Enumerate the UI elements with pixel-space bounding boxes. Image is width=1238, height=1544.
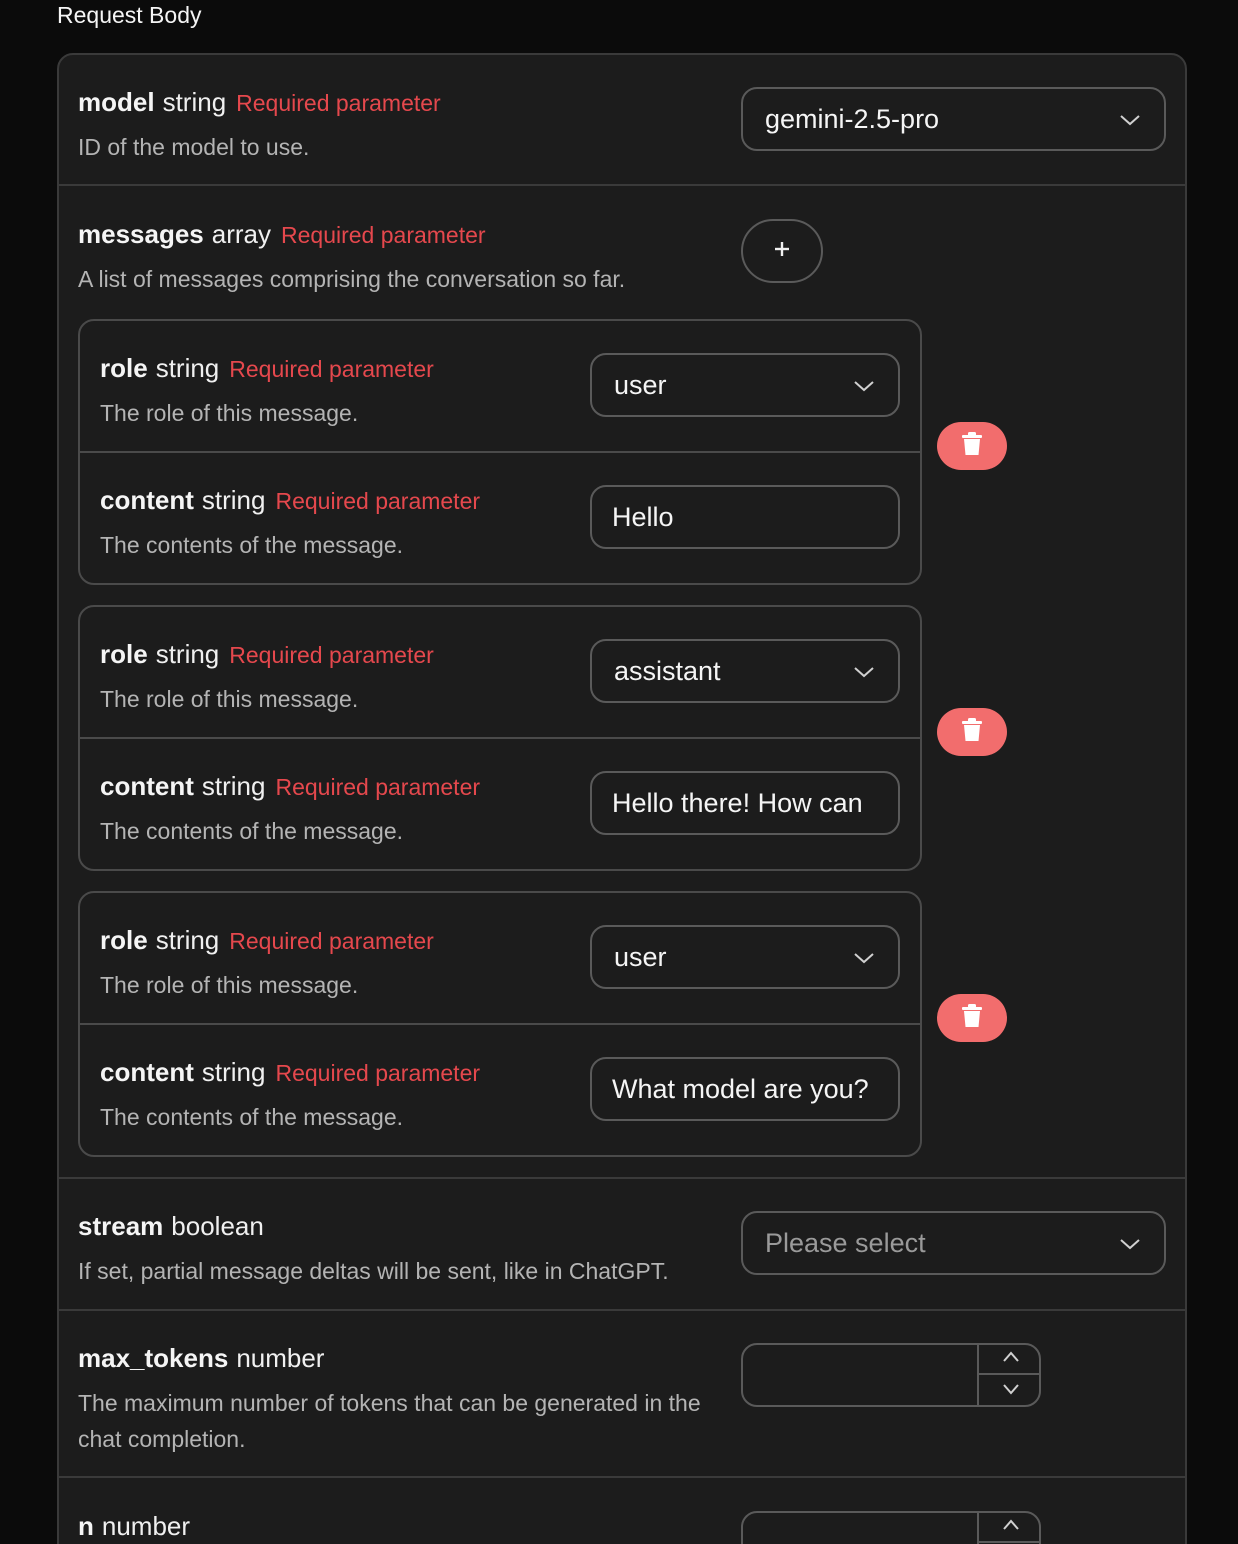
param-description: ID of the model to use. [78,134,310,160]
item-divider [80,737,920,739]
chevron-up-icon [1002,1350,1020,1369]
param-name: n [78,1511,94,1541]
param-type: string [155,639,220,669]
param-description: The role of this message. [100,972,359,998]
required-label: Required parameter [281,222,486,248]
trash-icon [961,718,983,747]
delete-message-button[interactable] [937,994,1007,1042]
required-label: Required parameter [275,774,481,800]
chevron-down-icon [1118,1232,1142,1256]
param-description: The contents of the message. [100,818,404,844]
stream-select-placeholder: Please select [765,1227,926,1258]
chevron-down-icon [852,660,876,684]
number-spinner [977,1513,1041,1544]
param-name: content [100,485,194,515]
row-divider [57,1476,1187,1478]
param-name: max_tokens [78,1343,229,1373]
chevron-down-icon [1118,108,1142,132]
param-n-header [78,1511,190,1541]
param-type: boolean [171,1211,264,1241]
section-title: Request Body [57,2,202,28]
required-label: Required parameter [229,928,434,954]
chevron-down-icon [1002,1382,1020,1401]
add-message-button[interactable] [741,219,823,283]
param-description: The role of this message. [100,400,359,426]
row-divider [57,1177,1187,1179]
content-input-value: What model are you? [612,1073,869,1104]
content-input[interactable] [590,485,900,549]
param-name: role [100,925,148,955]
param-name: role [100,639,148,669]
role-select-value: user [614,369,667,400]
chevron-down-icon [852,374,876,398]
number-field[interactable] [743,1513,977,1544]
param-stream-header [78,1211,264,1241]
param-role-header [100,925,434,956]
required-label: Required parameter [275,1060,481,1086]
param-description: The role of this message. [100,686,359,712]
param-description: The maximum number of tokens that can be generated in the chat completion. [78,1390,701,1452]
param-model-header [78,87,441,118]
param-type: string [155,353,220,383]
required-label: Required parameter [229,356,434,382]
param-name: content [100,771,194,801]
param-type: number [236,1343,325,1373]
n-number-input[interactable] [741,1511,1041,1544]
param-type: array [211,219,272,249]
param-role-header [100,353,434,384]
role-select-value: user [614,941,667,972]
param-description: The contents of the message. [100,532,404,558]
param-name: content [100,1057,194,1087]
model-select[interactable] [741,87,1166,151]
param-role-header [100,639,434,670]
item-divider [80,451,920,453]
delete-message-button[interactable] [937,708,1007,756]
trash-icon [961,1004,983,1033]
required-label: Required parameter [275,488,481,514]
param-type: string [155,925,220,955]
required-label: Required parameter [229,642,434,668]
stream-select[interactable] [741,1211,1166,1275]
role-select[interactable] [590,639,900,703]
param-messages-header [78,219,486,250]
param-name: model [78,87,155,117]
required-label: Required parameter [236,90,441,116]
plus-icon [772,239,792,264]
param-type: string [162,87,227,117]
param-type: string [201,1057,266,1087]
param-content-header [100,1057,480,1088]
delete-message-button[interactable] [937,422,1007,470]
param-content-header [100,771,480,802]
param-type: string [201,485,266,515]
param-name: role [100,353,148,383]
param-description: If set, partial message deltas will be sent, like in ChatGPT. [78,1258,669,1284]
decrement-button[interactable] [979,1376,1041,1406]
chevron-down-icon [852,946,876,970]
role-select[interactable] [590,353,900,417]
param-description: A list of messages comprising the conversation so far. [78,266,626,292]
row-divider [57,184,1187,186]
content-input[interactable] [590,1057,900,1121]
increment-button[interactable] [979,1345,1041,1375]
param-max-tokens-header [78,1343,324,1373]
trash-icon [961,432,983,461]
role-select-value: assistant [614,655,721,686]
param-content-header [100,485,480,516]
param-name: stream [78,1211,164,1241]
row-divider [57,1309,1187,1311]
number-field[interactable] [743,1345,977,1405]
increment-button[interactable] [979,1513,1041,1543]
param-type: string [201,771,266,801]
number-spinner [977,1345,1041,1405]
content-input-value: Hello [612,501,674,532]
model-select-value: gemini-2.5-pro [765,103,940,134]
param-name: messages [78,219,204,249]
max-tokens-number-input[interactable] [741,1343,1041,1407]
content-input-value: Hello there! How can [612,787,863,818]
role-select[interactable] [590,925,900,989]
content-input[interactable] [590,771,900,835]
item-divider [80,1023,920,1025]
chevron-up-icon [1002,1518,1020,1537]
param-description: The contents of the message. [100,1104,404,1130]
param-type: number [101,1511,191,1541]
